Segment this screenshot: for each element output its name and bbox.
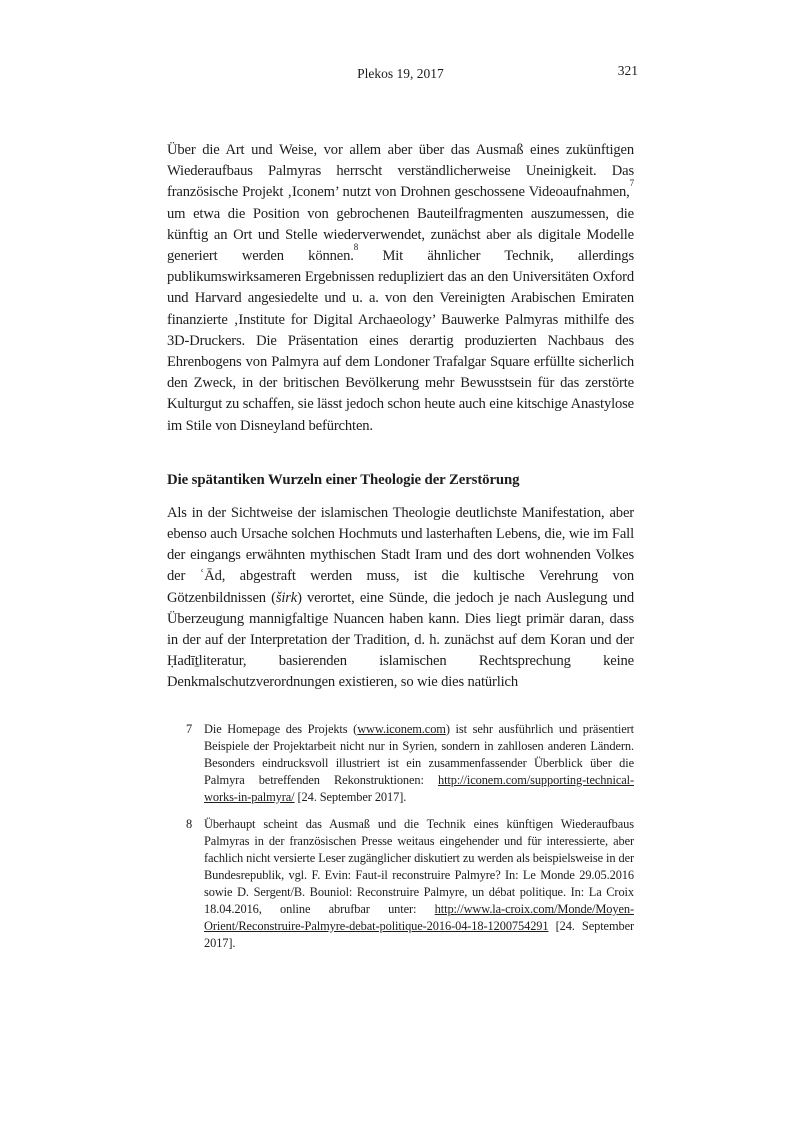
footnote-8-text-2: [24. September 2017]. [204,918,634,950]
paragraph-2-text-2: ) verortet, eine Sünde, die jedoch je nach Auslegung und Überzeugung mannigfaltige Nuancen haben kann. Dies liegt primär daran, dass in der auf der Interpretation der Tradition, d. h. zunächst auf dem Koran und der Ḥadīṯliteratur, basierenden islamischen Rechtsprechung keine Denkmalschutzverordnungen existieren, so wie dies natürlich [167,589,635,691]
paragraph-2-text-1: Als in der Sichtweise der islamischen Theologie deutlichste Manifestation, aber ebenso auch Ursache solchen Hochmuts und lasterhaften Lebens, die, wie im Fall der eingangs erwähnten mythischen Stadt Iram und des dort wohnenden Volkes der ʿĀd, abgestraft werden muss, ist die kultische Verehrung von Götzenbildnissen ( [167,504,634,606]
paragraph-1-text-1: Über die Art und Weise, vor allem aber über das Ausmaß eines zukünftigen Wiederaufbaus Palmyras herrscht verständlicherweise Uneinigkeit. Das französische Projekt ‚Iconem’ nutzt von Drohnen geschossene Videoaufnahmen, [167,142,634,201]
running-head [167,63,638,84]
footnote-8 [167,816,634,952]
section-heading: Die spätantiken Wurzeln einer Theologie der Zerstörung [167,471,520,488]
footnote-7-text [204,721,634,806]
paragraph-1-text-2: um etwa die Position von gebrochenen Bauteilfragmenten auszumessen, die künftig an Ort und Stelle wiederverwendet, zunächst aber als digitale Modelle generiert werden können. [167,205,634,265]
footnote-8-text-1: Überhaupt scheint das Ausmaß und die Technik eines künftigen Wiederaufbaus Palmyras in der französischen Presse weitaus eingehender und für interessierte, aber fachlich nicht versierte Leser zugänglicher diskutiert zu werden als beispielsweise in der Bundesrepublik, vgl. F. Evin: Faut-il reconstruire Palmyre? In: Le Monde 29.05.2016 sowie D. Sergent/B. Bouniol: Reconstruire Palmyre, un débat politique. In: La Croix 18.04.2016, online abrufbar unter: [204,816,634,916]
journal-header: Plekos 19, 2017 [357,66,444,81]
footnote-ref-8[interactable]: 8 [353,242,359,253]
footnotes-section [167,721,634,952]
footnote-7-number: 7 [186,721,193,736]
iconem-palmyra-works-link[interactable]: http://iconem.com/supporting-technical-works-in-palmyra/ [204,772,634,804]
body-paragraph-1 [167,140,634,437]
la-croix-article-link[interactable]: http://www.la-croix.com/Monde/Moyen-Orient/Reconstruire-Palmyre-debat-politique-2016-04-18-1200754291 [204,901,634,933]
body-paragraph-2 [167,503,634,694]
footnote-ref-7[interactable]: 7 [629,178,634,189]
iconem-homepage-link[interactable]: www.iconem.com [357,721,446,736]
text-column [167,63,638,962]
footnote-7-text-1: Die Homepage des Projekts ( [204,721,358,736]
footnote-8-text [204,816,634,952]
footnote-7 [167,721,634,806]
footnote-7-text-2: ) ist sehr ausführlich und präsentiert Beispiele der Projektarbeit nicht nur in Syrien, sondern in zahllosen anderen Ländern. Besonders eindrucksvoll illustriert ist ein zusammenfassender Überblick über die Palmyra betreffenden Rekonstruktionen: [204,721,634,787]
paragraph-1-text-3: Mit ähnlicher Technik, allerdings publikumswirksameren Ergebnissen redupliziert das an den Universitäten Oxford und Harvard angesiedelte und u. a. von den Vereinigten Arabischen Emiraten finanzierte ‚Institute for Digital Archaeology’ Bauwerke Palmyras mithilfe des 3D-Druckers. Die Präsentation eines derartig produzierten Nachbaus des Ehrenbogens von Palmyra auf dem Londoner Trafalgar Square erfüllte sicherlich den Zweck, in der britischen Bevölkerung mehr Bewusstsein für das zerstörte Kulturgut zu schaffen, sie lässt jedoch schon heute auch eine kitschige Anastylose im Stile von Disneyland befürchten. [167,248,634,434]
body-text [167,140,634,694]
italic-term-shirk: širk [275,589,298,606]
footnote-7-text-3: [24. September 2017]. [294,789,407,804]
footnote-8-number: 8 [186,816,193,831]
page-number: 321 [617,63,638,78]
